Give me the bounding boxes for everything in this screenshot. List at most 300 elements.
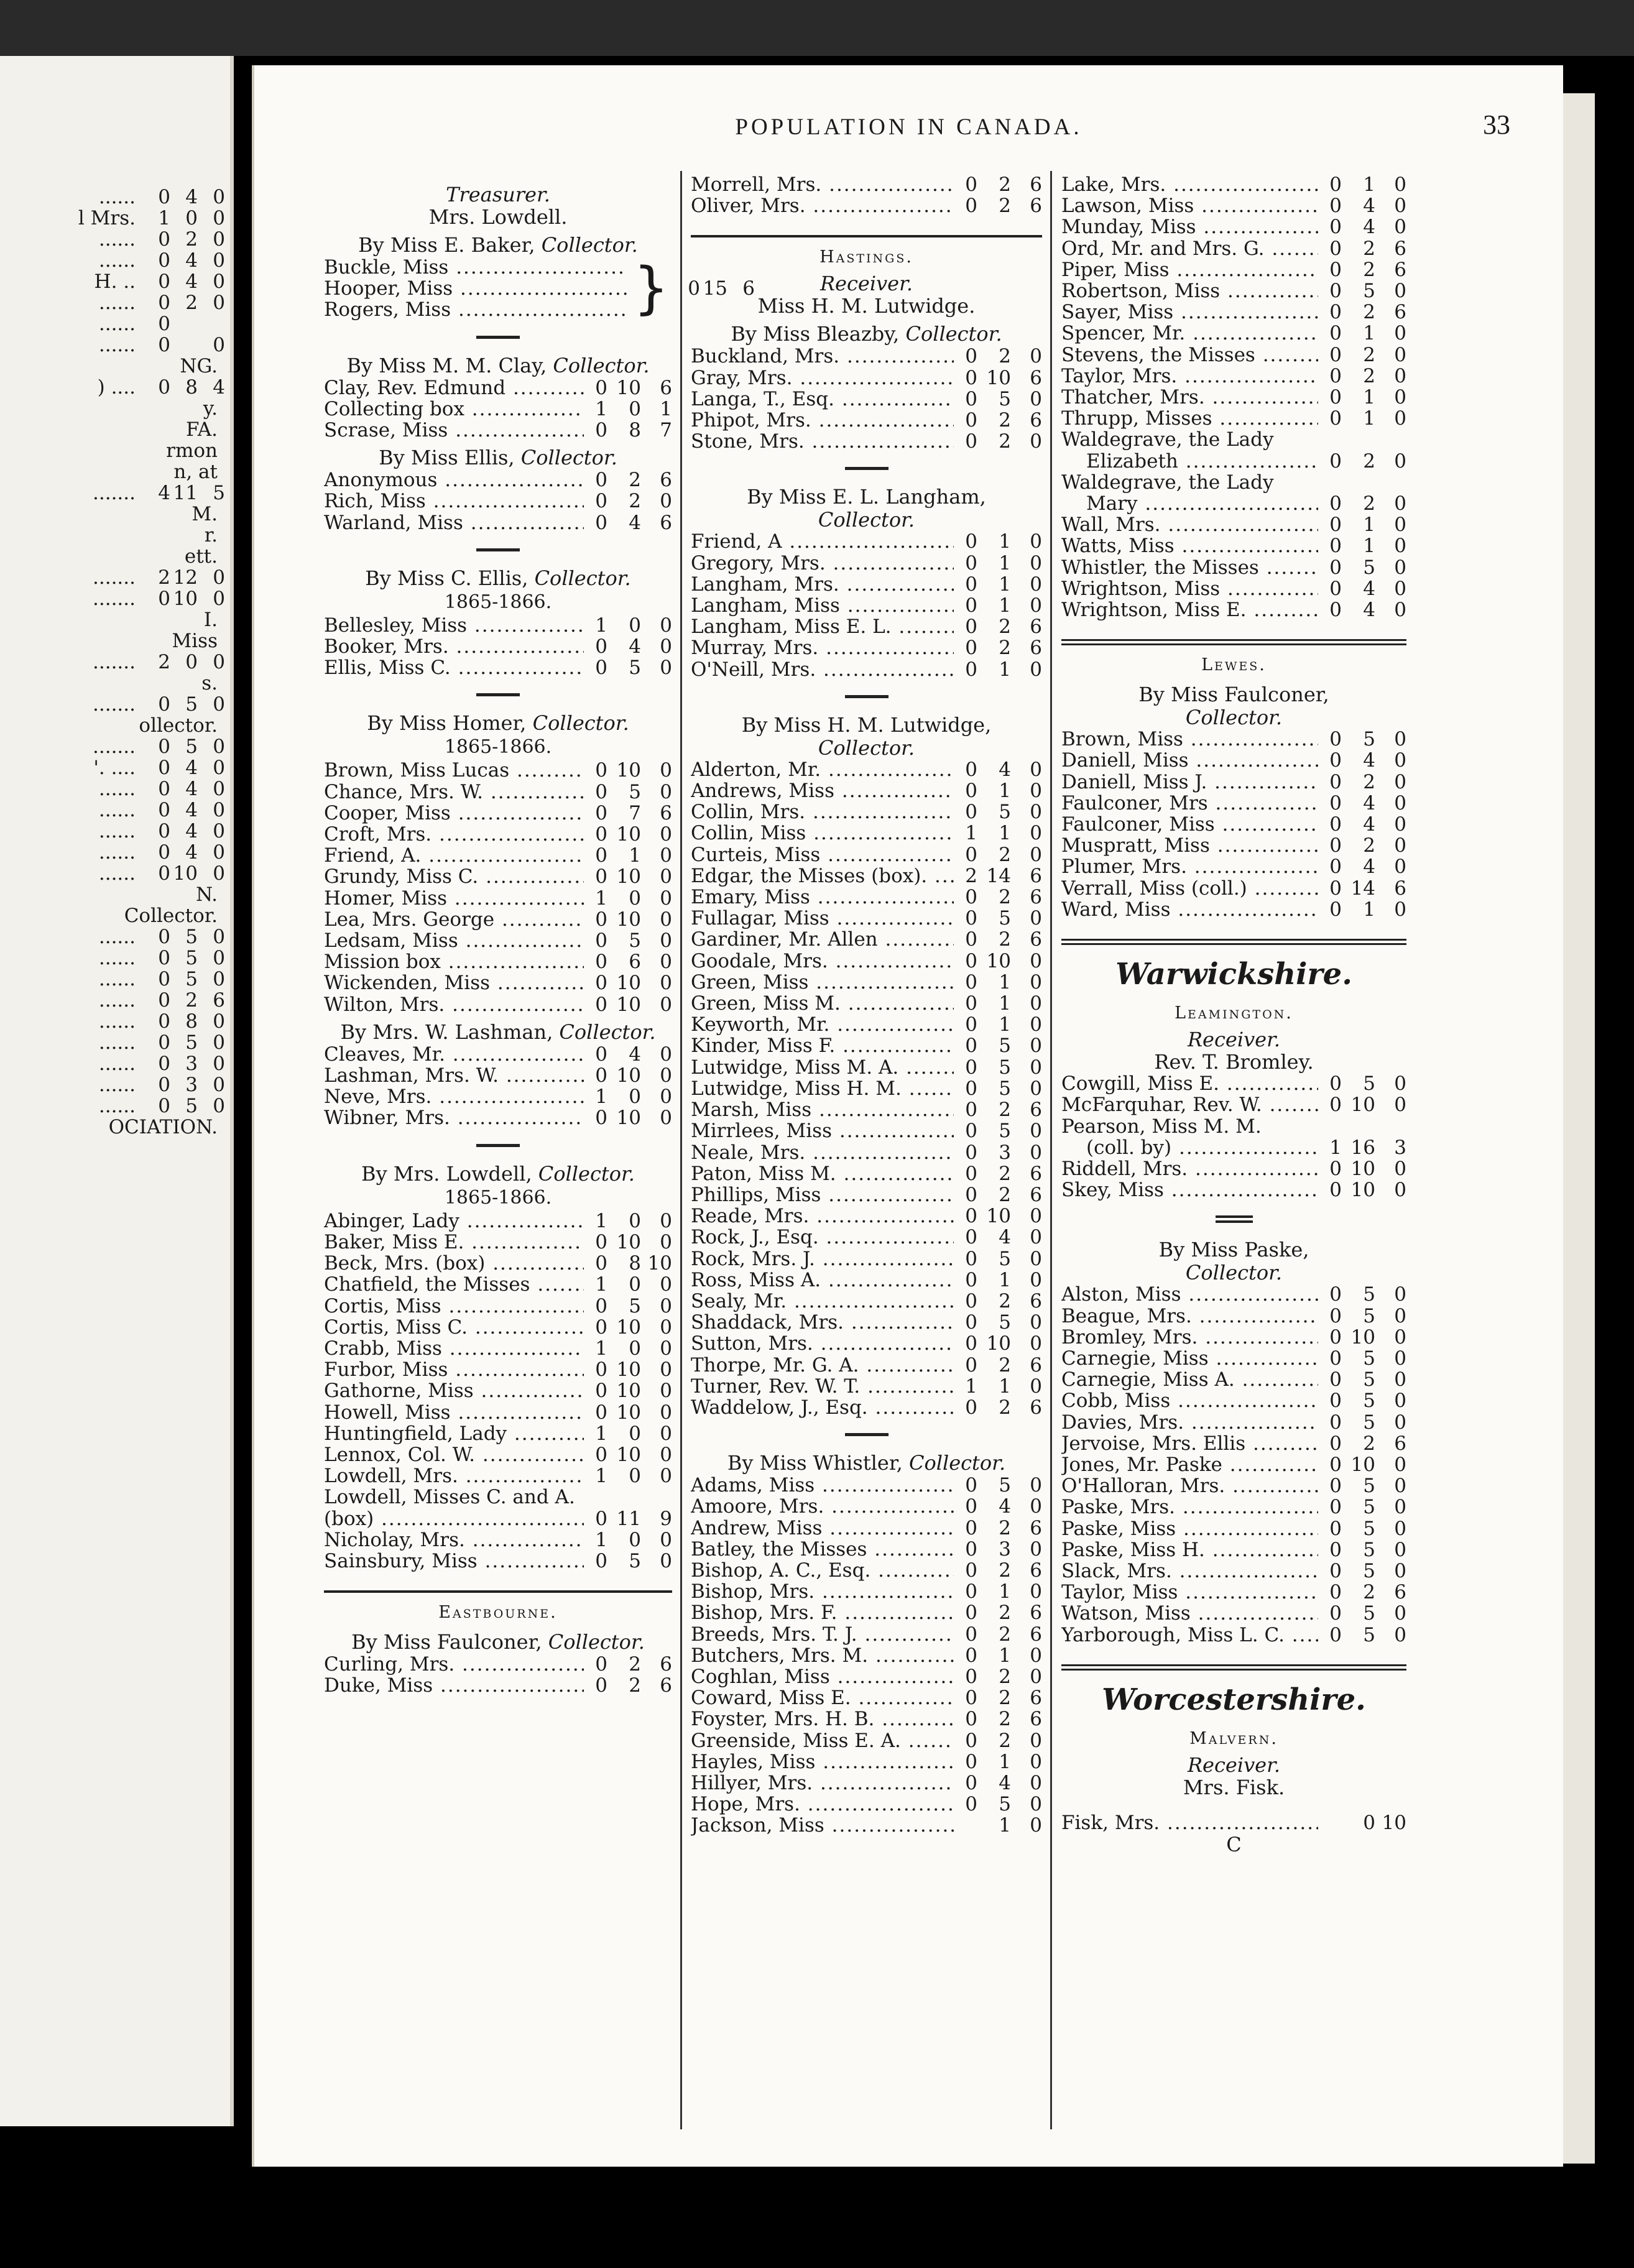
- amount-pence: 0: [1030, 387, 1042, 410]
- amount-shillings: 4: [1363, 216, 1375, 239]
- donor-name: Jones, Mr. Paske .....: [1061, 1454, 1318, 1475]
- left-fragment-text: rmon: [166, 440, 218, 462]
- left-fragment-amount: 10: [173, 588, 198, 610]
- amount-shillings: 2: [999, 195, 1011, 218]
- left-fragment-amount: 4: [185, 186, 198, 208]
- county-heading: Warwickshire.: [1115, 957, 1352, 992]
- amount-shillings: 5: [1363, 1602, 1375, 1625]
- running-header: POPULATION IN CANADA.: [735, 114, 1082, 140]
- amount-pence: 6: [1030, 366, 1042, 389]
- donor-name: Sainsbury, Miss .....: [324, 1551, 584, 1572]
- amount-shillings: 2: [629, 490, 641, 513]
- left-fragment-text: ......: [98, 778, 136, 800]
- amount-pence: 0: [1394, 577, 1406, 600]
- role-name: Mrs. Fisk.: [1183, 1775, 1285, 1799]
- donor-name: Thrupp, Misses .....: [1061, 408, 1318, 429]
- amount-pence: 6: [1030, 1162, 1042, 1185]
- left-fragment-amount: 0: [213, 757, 225, 779]
- left-fragment-amount: 0: [185, 651, 198, 673]
- amount-shillings: 5: [1363, 1072, 1375, 1095]
- amount-shillings: 5: [1363, 1347, 1375, 1370]
- ledger-entry: [1061, 1475, 1406, 1496]
- ledger-entry: [691, 431, 1042, 452]
- amount-shillings: 2: [999, 173, 1011, 196]
- amount-pence: 0: [1030, 1311, 1042, 1334]
- donor-name: Huntingfield, Lady .....: [324, 1423, 584, 1444]
- ledger-entry: [1061, 793, 1406, 814]
- ledger-entry: [691, 865, 1042, 887]
- donor-name: Daniell, Miss J. .....: [1061, 772, 1318, 793]
- ledger-entry: [691, 1518, 1042, 1539]
- amount-pence: 0: [1394, 449, 1406, 472]
- collector-by: By Miss M. M. Clay,: [346, 353, 547, 377]
- amount-pounds: 0: [965, 801, 977, 824]
- ledger-entry: [691, 1815, 1042, 1836]
- ledger-entry: [1061, 1158, 1406, 1179]
- ledger-entry: [324, 1296, 672, 1317]
- donor-name: Neale, Mrs. .....: [691, 1142, 954, 1163]
- amount-pence: 0: [1394, 855, 1406, 878]
- donor-name: Curling, Mrs. .....: [324, 1654, 584, 1675]
- left-fragment-text: n, at: [173, 461, 218, 483]
- amount-pounds: 0: [965, 1708, 977, 1731]
- amount-pounds: 0: [965, 1120, 977, 1143]
- collector-heading: [324, 233, 672, 257]
- left-page-line: [78, 884, 225, 905]
- donor-name: Mary .....: [1061, 493, 1318, 514]
- left-fragment-text: ......: [98, 1031, 136, 1054]
- donor-name: Rock, J., Esq. .....: [691, 1227, 954, 1248]
- ledger-entry: [1061, 472, 1406, 493]
- ledger-entry: [324, 1529, 672, 1551]
- ledger-entry: [324, 1380, 672, 1401]
- amount-shillings: 2: [999, 1353, 1011, 1376]
- amount-pence: 6: [1030, 1183, 1042, 1206]
- amount-pounds: 0: [965, 1750, 977, 1773]
- amount-pence: 0: [1394, 1179, 1406, 1202]
- donor-name: Paske, Miss .....: [1061, 1518, 1318, 1539]
- amount-pence: 0: [1030, 1580, 1042, 1603]
- amount-pence: 0: [660, 490, 672, 513]
- amount-shillings: 2: [999, 1162, 1011, 1185]
- amount-pounds: 0: [965, 970, 977, 993]
- amount-pounds: 0: [965, 1580, 977, 1603]
- left-fragment-text: ......: [98, 1095, 136, 1117]
- donor-name: Chatfield, the Misses .....: [324, 1274, 584, 1295]
- ledger-entry: [324, 1465, 672, 1487]
- amount-pounds: 0: [965, 1035, 977, 1058]
- amount-shillings: 0: [629, 1465, 641, 1488]
- left-fragment-text: ......: [98, 313, 136, 335]
- amount-shillings: 5: [1363, 1496, 1375, 1519]
- amount-pence: 0: [660, 1337, 672, 1360]
- collector-heading: [324, 1020, 672, 1044]
- collector-by: By Miss C. Ellis,: [365, 566, 529, 590]
- donor-name: Watts, Miss .....: [1061, 535, 1318, 556]
- amount-shillings: 2: [999, 409, 1011, 432]
- left-page-line: [78, 694, 225, 715]
- short-rule: [476, 336, 520, 339]
- ledger-entry: [1061, 1603, 1406, 1624]
- amount-shillings: 5: [1363, 1368, 1375, 1391]
- donor-name: Neve, Mrs. .....: [324, 1086, 584, 1107]
- ledger-entry: [324, 377, 672, 399]
- left-fragment-text: '. ....: [93, 757, 136, 779]
- donor-name: Verrall, Miss (coll.) .....: [1061, 878, 1318, 899]
- amount-pounds: 0: [965, 1205, 977, 1228]
- left-fragment-amount: 5: [185, 926, 198, 948]
- amount-pence: 0: [660, 1043, 672, 1066]
- amount-pounds: 0: [965, 1332, 977, 1355]
- left-fragment-text: l Mrs.: [78, 207, 136, 229]
- amount-pounds: 0: [595, 972, 607, 995]
- amount-pence: 0: [1394, 386, 1406, 409]
- amount-pence: 0: [1030, 573, 1042, 596]
- donor-name: O'Halloran, Mrs. .....: [1061, 1475, 1318, 1496]
- donor-name: Bishop, Mrs. F. .....: [691, 1602, 954, 1623]
- place-heading: Lewes.: [1201, 655, 1267, 675]
- left-fragment-amount: 0: [213, 566, 225, 589]
- amount-shillings: 2: [999, 843, 1011, 866]
- donor-name: Turner, Rev. W. T. .....: [691, 1376, 954, 1397]
- left-fragment-text: ......: [98, 841, 136, 864]
- amount-shillings: 10: [616, 972, 641, 995]
- amount-shillings: 2: [1363, 770, 1375, 793]
- left-fragment-amount: 1: [158, 207, 170, 229]
- left-fragment-text: I.: [203, 609, 218, 631]
- amount-pounds: 0: [595, 1380, 607, 1403]
- collector-by: By Miss Whistler,: [727, 1451, 903, 1475]
- amount-pounds: 0: [1329, 791, 1342, 814]
- ledger-entry: [324, 866, 672, 887]
- short-rule: [476, 548, 520, 551]
- left-fragment-amount: 6: [213, 989, 225, 1012]
- ledger-entry: [324, 972, 672, 993]
- amount-shillings: 10: [616, 1443, 641, 1466]
- left-fragment-text: ......: [98, 968, 136, 990]
- ledger-entry: [691, 1035, 1042, 1056]
- amount-shillings: 5: [999, 907, 1011, 930]
- left-fragment-amount: 2: [185, 292, 198, 314]
- donor-name: Nicholay, Mrs. .....: [324, 1529, 584, 1551]
- amount-pounds: 0: [965, 1687, 977, 1710]
- ledger-entry: [691, 574, 1042, 595]
- left-page-fragment: [0, 56, 234, 2126]
- left-fragment-text: ollector.: [139, 714, 218, 737]
- ledger-entry: [1061, 366, 1406, 387]
- amount-shillings: 5: [629, 657, 641, 680]
- donor-name: Cobb, Miss .....: [1061, 1390, 1318, 1411]
- left-fragment-amount: 0: [213, 947, 225, 969]
- collector-role: Collector.: [520, 446, 617, 470]
- left-fragment-amount: 0: [158, 1074, 170, 1096]
- amount-pence: 0: [1394, 1283, 1406, 1306]
- amount-pence: 6: [1394, 237, 1406, 260]
- donor-name: Morrell, Mrs. .....: [691, 174, 954, 195]
- donor-name: Coghlan, Miss .....: [691, 1666, 954, 1687]
- amount-pence: 0: [1030, 1793, 1042, 1816]
- double-section-rule: [1061, 939, 1406, 945]
- role-title: Treasurer.: [446, 183, 550, 206]
- left-fragment-text: ......: [98, 799, 136, 821]
- amount-pounds: 0: [965, 1141, 977, 1164]
- donor-name: Hope, Mrs. .....: [691, 1794, 954, 1815]
- ledger-entry: [324, 257, 630, 278]
- left-fragment-amount: 0: [158, 1010, 170, 1033]
- ledger-entry: [1061, 493, 1406, 514]
- amount-shillings: 10: [616, 376, 641, 399]
- amount-pounds: 0: [965, 1056, 977, 1079]
- county-heading: Worcestershire.: [1102, 1682, 1366, 1717]
- amount-shillings: 0: [629, 1422, 641, 1445]
- amount-pounds: 0: [965, 1474, 977, 1497]
- amount-pence: 0: [1394, 1453, 1406, 1476]
- left-fragment-amount: 10: [173, 862, 198, 885]
- main-page: [252, 65, 1563, 2167]
- amount-pence: 0: [1030, 801, 1042, 824]
- amount-pence: 0: [1394, 1368, 1406, 1391]
- donor-name: Abinger, Lady .....: [324, 1210, 584, 1232]
- left-fragment-text: H. ..: [94, 270, 136, 293]
- amount-pounds: 0: [965, 1268, 977, 1291]
- donor-name: Howell, Miss .....: [324, 1402, 584, 1423]
- ledger-entry: [691, 367, 1042, 389]
- ledger-entry: [1061, 323, 1406, 344]
- donor-name: Paske, Miss H. .....: [1061, 1539, 1318, 1560]
- role-name: Rev. T. Bromley.: [1154, 1050, 1314, 1074]
- donor-name: Carnegie, Miss .....: [1061, 1348, 1318, 1369]
- amount-shillings: 10: [616, 1316, 641, 1339]
- amount-shillings: 1: [999, 780, 1011, 803]
- amount-pence: 0: [1394, 1496, 1406, 1519]
- collector-heading: [324, 1630, 672, 1654]
- left-fragment-text: .......: [93, 651, 136, 673]
- amount-pounds: 0: [965, 1793, 977, 1816]
- left-fragment-amount: 0: [185, 207, 198, 229]
- left-fragment-text: ......: [98, 334, 136, 356]
- donor-name: Rock, Mrs. J. .....: [691, 1248, 954, 1270]
- donor-name: Plumer, Mrs. .....: [1061, 856, 1318, 877]
- ledger-entry: [324, 1675, 672, 1696]
- donor-name: Bellesley, Miss .....: [324, 615, 584, 636]
- amount-pounds: 0: [1329, 173, 1342, 196]
- amount-pounds: 0: [595, 1549, 607, 1572]
- amount-pence: 0: [660, 635, 672, 658]
- donor-name: Mirrlees, Miss .....: [691, 1120, 954, 1141]
- amount-shillings: 5: [629, 1549, 641, 1572]
- amount-pounds: 0: [1329, 855, 1342, 878]
- amount-pounds: 0: [1329, 449, 1342, 472]
- amount-shillings: 1: [999, 1375, 1011, 1398]
- amount-pence: 0: [1394, 556, 1406, 579]
- ledger-entry: [1061, 1284, 1406, 1305]
- amount-shillings: 2: [999, 886, 1011, 909]
- left-page-line: [78, 630, 225, 652]
- ledger-entry: [1061, 1390, 1406, 1411]
- amount-shillings: 5: [999, 1474, 1011, 1497]
- left-fragment-amount: 0: [158, 313, 170, 335]
- amount-pounds: 0: [1329, 1623, 1342, 1646]
- amount-pounds: 0: [595, 801, 607, 824]
- donor-name: Watson, Miss .....: [1061, 1603, 1318, 1624]
- donor-name: Anonymous .....: [324, 469, 584, 491]
- amount-shillings: 1: [999, 594, 1011, 617]
- donor-name: Waddelow, J., Esq. .....: [691, 1397, 954, 1418]
- ledger-entry: [691, 1333, 1042, 1354]
- left-page-line: [78, 546, 225, 567]
- amount-shillings: 0: [629, 1086, 641, 1109]
- donor-name: Ledsam, Miss .....: [324, 930, 584, 951]
- amount-shillings: 10: [1350, 1157, 1375, 1180]
- amount-pounds: 0: [595, 1507, 607, 1530]
- donor-name: Bromley, Mrs. .....: [1061, 1327, 1318, 1348]
- amount-shillings: 1: [1363, 322, 1375, 345]
- left-fragment-text: .......: [93, 588, 136, 610]
- ledger-entry: [1061, 1812, 1406, 1833]
- amount-pence: 0: [1030, 1729, 1042, 1752]
- donor-name: Stevens, the Misses .....: [1061, 344, 1318, 366]
- double-section-rule: [1061, 1664, 1406, 1671]
- donor-name: Cortis, Miss .....: [324, 1296, 584, 1317]
- ledger-entry: [1061, 729, 1406, 750]
- amount-pence: 0: [1030, 594, 1042, 617]
- ledger-entry: [1061, 302, 1406, 323]
- amount-pence: 0: [660, 1230, 672, 1253]
- amount-shillings: 10: [1350, 1179, 1375, 1202]
- left-fragment-amount: 4: [185, 270, 198, 293]
- amount-pence: 0: [660, 780, 672, 803]
- amount-pounds: 0: [965, 1077, 977, 1100]
- amount-pounds: 0: [965, 387, 977, 410]
- left-fragment-amount: 0: [213, 1010, 225, 1033]
- left-fragment-amount: 8: [185, 1010, 198, 1033]
- left-page-line: [78, 187, 225, 208]
- ledger-entry: [1061, 835, 1406, 856]
- amount-shillings: 1: [1363, 386, 1375, 409]
- amount-pence: 0: [1394, 173, 1406, 196]
- amount-pence: 0: [1394, 813, 1406, 836]
- role-title: Receiver.: [819, 272, 913, 296]
- amount-pence: 0: [1030, 1013, 1042, 1036]
- amount-pence: 6: [1030, 864, 1042, 887]
- amount-pounds: 0: [1329, 1559, 1342, 1582]
- donor-name: Stone, Mrs. .....: [691, 431, 954, 452]
- amount-pounds: 0: [595, 1064, 607, 1087]
- amount-pence: 6: [1030, 1099, 1042, 1122]
- amount-shillings: 2: [1363, 1432, 1375, 1455]
- amount-pence: 0: [1394, 216, 1406, 239]
- left-fragment-amount: 0: [213, 1053, 225, 1075]
- amount-pounds: 0: [965, 573, 977, 596]
- amount-pence: 0: [1030, 1644, 1042, 1667]
- collector-role: Collector.: [908, 1451, 1006, 1475]
- amount-pence: 6: [660, 1653, 672, 1676]
- amount-shillings: 2: [999, 1623, 1011, 1646]
- section-rule: [691, 235, 1042, 237]
- amount-pence: 0: [1030, 780, 1042, 803]
- place-heading: Malvern.: [1189, 1728, 1278, 1748]
- left-fragment-amount: 11: [173, 482, 198, 504]
- amount-pounds: 0: [965, 1226, 977, 1249]
- left-fragment-amount: 4: [185, 841, 198, 864]
- amount-pounds: 0: [1329, 1432, 1342, 1455]
- amount-shillings: 2: [1363, 364, 1375, 387]
- amount-pounds: 0: [965, 949, 977, 972]
- collector-heading: [324, 566, 672, 590]
- left-fragment-amount: 0: [158, 693, 170, 716]
- donor-name: Furbor, Miss .....: [324, 1359, 584, 1380]
- amount-pounds: 0: [595, 1252, 607, 1275]
- left-page-line: [78, 567, 225, 588]
- donor-name: Andrew, Miss .....: [691, 1518, 954, 1539]
- ledger-entry: [691, 1624, 1042, 1645]
- left-fragment-text: ......: [98, 862, 136, 885]
- amount-shillings: 5: [1363, 1559, 1375, 1582]
- amount-pounds: 0: [1329, 1325, 1342, 1348]
- ledger-entry: [1061, 1348, 1406, 1369]
- amount-shillings: 2: [629, 1653, 641, 1676]
- ledger-entry: [1061, 344, 1406, 366]
- ledger-entry: [1061, 599, 1406, 620]
- ledger-entry: [691, 1687, 1042, 1708]
- amount-pounds: 0: [1329, 1517, 1342, 1540]
- donor-name: Taylor, Miss .....: [1061, 1582, 1318, 1603]
- amount-shillings: 5: [999, 1247, 1011, 1270]
- donor-name: Shaddack, Mrs. .....: [691, 1312, 954, 1333]
- amount-shillings: 4: [999, 1495, 1011, 1518]
- ledger-entry: [1061, 1369, 1406, 1390]
- amount-shillings: 10: [986, 1332, 1011, 1355]
- left-fragment-text: ......: [98, 249, 136, 272]
- ledger-entry: [691, 1581, 1042, 1602]
- left-fragment-text: FA.: [185, 418, 218, 441]
- amount-pounds: 1: [595, 1337, 607, 1360]
- left-page-line: [78, 1011, 225, 1032]
- ledger-entry: [324, 1086, 672, 1107]
- collector-role: Collector.: [553, 353, 650, 377]
- donor-name: Croft, Mrs. .....: [324, 824, 584, 845]
- amount-pence: 0: [1030, 1537, 1042, 1560]
- donor-name: Skey, Miss .....: [1061, 1179, 1318, 1201]
- donor-name: Davies, Mrs. .....: [1061, 1412, 1318, 1433]
- amount-pence: 0: [660, 1465, 672, 1488]
- ledger-entry: [1061, 238, 1406, 259]
- ledger-entry: [1061, 1137, 1406, 1158]
- amount-pounds: 0: [1329, 1179, 1342, 1202]
- donor-name: Kinder, Miss F. .....: [691, 1035, 954, 1056]
- left-fragment-text: ......: [98, 820, 136, 842]
- donor-name: Gathorne, Miss .....: [324, 1380, 584, 1401]
- amount-shillings: 1: [999, 1580, 1011, 1603]
- donor-name: Lutwidge, Miss M. A. .....: [691, 1057, 954, 1078]
- ledger-entry: [691, 659, 1042, 680]
- ledger-entry: [691, 1772, 1042, 1794]
- amount-pence: 0: [660, 1209, 672, 1232]
- amount-pence: 6: [1030, 1396, 1042, 1419]
- donor-name: Robertson, Miss .....: [1061, 280, 1318, 302]
- donor-name: Amoore, Mrs. .....: [691, 1496, 954, 1517]
- amount-shillings: 4: [1363, 855, 1375, 878]
- collector-by: By Miss E. L. Langham,: [747, 485, 986, 509]
- donor-name: Lowdell, Mrs. .....: [324, 1465, 584, 1487]
- left-page-line: [78, 1032, 225, 1053]
- amount-shillings: 1: [999, 551, 1011, 574]
- donor-name: Butchers, Mrs. M. .....: [691, 1645, 954, 1666]
- left-page-line: [78, 990, 225, 1011]
- amount-pence: 0: [1030, 822, 1042, 845]
- donor-name: Warland, Miss .....: [324, 512, 584, 533]
- amount-pence: 0: [660, 951, 672, 974]
